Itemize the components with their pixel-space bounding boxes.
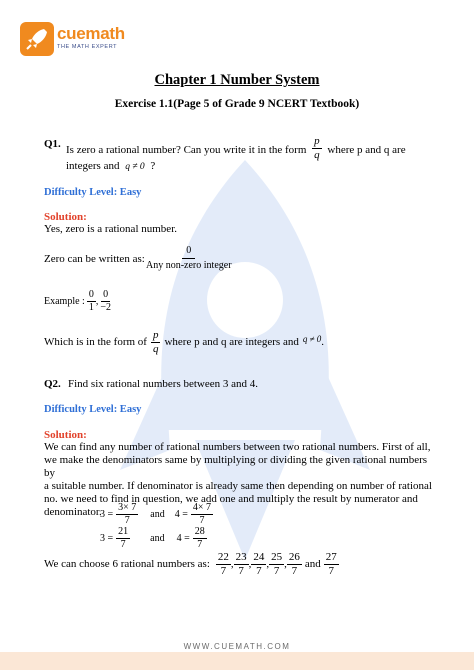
page-title: Chapter 1 Number System [154, 72, 320, 88]
choice-denominator: 7 [220, 565, 227, 577]
choice-denominator: 7 [273, 565, 280, 577]
q2-para-line: denominator. [44, 506, 102, 518]
form-frac-denominator: q [152, 343, 159, 355]
q2-question: Find six rational numbers between 3 and 4. [68, 378, 259, 390]
q1-question-mark: ? [150, 160, 156, 172]
example-frac-1 [87, 290, 96, 313]
form-period: . [321, 336, 325, 348]
q1-solution-label: Solution: [44, 211, 87, 223]
zero-frac [142, 246, 236, 271]
choice-numerator: 22 [217, 551, 229, 563]
ex1-numerator: 0 [88, 289, 94, 300]
choice-numerator: 27 [325, 551, 337, 563]
choice-fraction [269, 552, 284, 577]
choice-numerator: 23 [235, 551, 247, 563]
form-condition: q ≠ 0 [302, 334, 322, 344]
q1-frac-numerator: p [314, 135, 320, 147]
q2-para-line: no. we need to find in question, we add one and multiply the result by numerator and [44, 493, 418, 505]
brand-name: cuemath [57, 24, 125, 43]
q2-choices-line [44, 552, 339, 577]
ex2-numerator: 0 [103, 289, 109, 300]
eq-and-2: and [150, 533, 165, 544]
example-frac-2 [95, 289, 113, 313]
choice-numerator: 25 [271, 551, 283, 563]
choice-denominator: 7 [256, 565, 262, 577]
q2-para-line: We can find any number of rational numbers between two rational numbers. First of all, [44, 441, 431, 453]
choice-separator: , [284, 558, 287, 570]
choose-text: We can choose 6 rational numbers as: [44, 558, 210, 570]
eq2-denominator: 7 [199, 515, 205, 526]
eq1-numerator: 3× 7 [118, 502, 137, 513]
q2-equations-row-1 [100, 503, 213, 526]
eq1-denominator: 7 [124, 515, 130, 526]
q1-condition: q ≠ 0 [125, 162, 145, 172]
eq4-lhs: 4 = [176, 533, 190, 544]
ex2-denominator: −2 [100, 302, 111, 313]
eq1-fraction [116, 503, 138, 526]
q1-fraction-pq [312, 136, 322, 161]
zero-frac-denominator: Any non-zero integer [146, 260, 232, 271]
eq2-numerator: 4× 7 [192, 502, 212, 513]
eq3-lhs: 3 = [100, 533, 114, 544]
q2-label: Q2. [44, 378, 61, 390]
choice-fraction [248, 551, 266, 577]
q1-line2-text: integers and [66, 160, 120, 172]
ex1-denominator: 1 [88, 302, 94, 313]
eq4-fraction [193, 527, 207, 550]
q1-label: Q1. [44, 138, 61, 150]
q1-question-line2 [66, 160, 155, 174]
q1-frac-denominator: q [314, 149, 320, 161]
q1-question-text-end: where p and q are [327, 144, 406, 157]
q1-zero-written: Zero can be written as: [44, 253, 145, 265]
form-fraction-pq [151, 330, 161, 355]
eq3-denominator: 7 [120, 539, 126, 550]
choice-denominator: 7 [328, 565, 335, 577]
choice-fraction [234, 552, 249, 577]
footer-bar [0, 652, 474, 670]
brand-tagline: THE MATH EXPERT [57, 44, 118, 50]
eq2-fraction [191, 503, 213, 526]
eq1-lhs: 3 = [100, 509, 114, 520]
choice-numerator: 26 [288, 551, 300, 563]
q2-para-line: a suitable number. If denominator is already same then depending on number of rational [44, 480, 432, 492]
eq2-lhs: 4 = [174, 509, 188, 520]
eq-and-1: and [150, 509, 165, 520]
choice-numerator: 24 [253, 551, 265, 563]
q1-answer: Yes, zero is a rational number. [44, 223, 177, 235]
choice-denominator: 7 [291, 565, 298, 577]
q1-example [44, 290, 113, 313]
choice-denominator: 7 [238, 565, 244, 577]
form-text-end: where p and q are integers and [164, 336, 299, 348]
footer-url: WWW.CUEMATH.COM [183, 642, 291, 651]
q1-question-text: Is zero a rational number? Can you write it in the form [66, 144, 307, 157]
q1-difficulty: Difficulty Level: Easy [44, 187, 142, 198]
choice-separator: , [266, 558, 270, 570]
choice-fraction [324, 552, 339, 577]
example-separator: , [95, 296, 99, 307]
zero-frac-numerator: 0 [182, 246, 195, 259]
choice-and: and [304, 558, 321, 570]
page-subtitle: Exercise 1.1(Page 5 of Grade 9 NCERT Textbook) [114, 98, 360, 110]
q2-difficulty: Difficulty Level: Easy [44, 404, 142, 415]
q2-equations-row-2 [100, 527, 207, 550]
example-label: Example : [44, 296, 85, 307]
choice-fraction [287, 552, 302, 577]
choice-separator: , [248, 558, 252, 570]
choice-fraction [216, 552, 231, 577]
eq3-numerator: 21 [118, 526, 129, 537]
cuemath-rocket-logo-icon [20, 22, 54, 56]
q2-solution-label: Solution: [44, 429, 87, 441]
form-frac-numerator: p [152, 329, 159, 341]
eq3-fraction [116, 527, 130, 550]
eq4-numerator: 28 [194, 526, 205, 537]
q1-form-line [44, 330, 324, 355]
q1-zero-fraction [142, 246, 236, 271]
q2-para-line: we make the denominators same by multiplying or dividing the given rational numbers by [44, 454, 428, 479]
form-text: Which is in the form of [44, 336, 147, 348]
eq4-denominator: 7 [197, 539, 203, 550]
choice-separator: , [230, 558, 234, 570]
